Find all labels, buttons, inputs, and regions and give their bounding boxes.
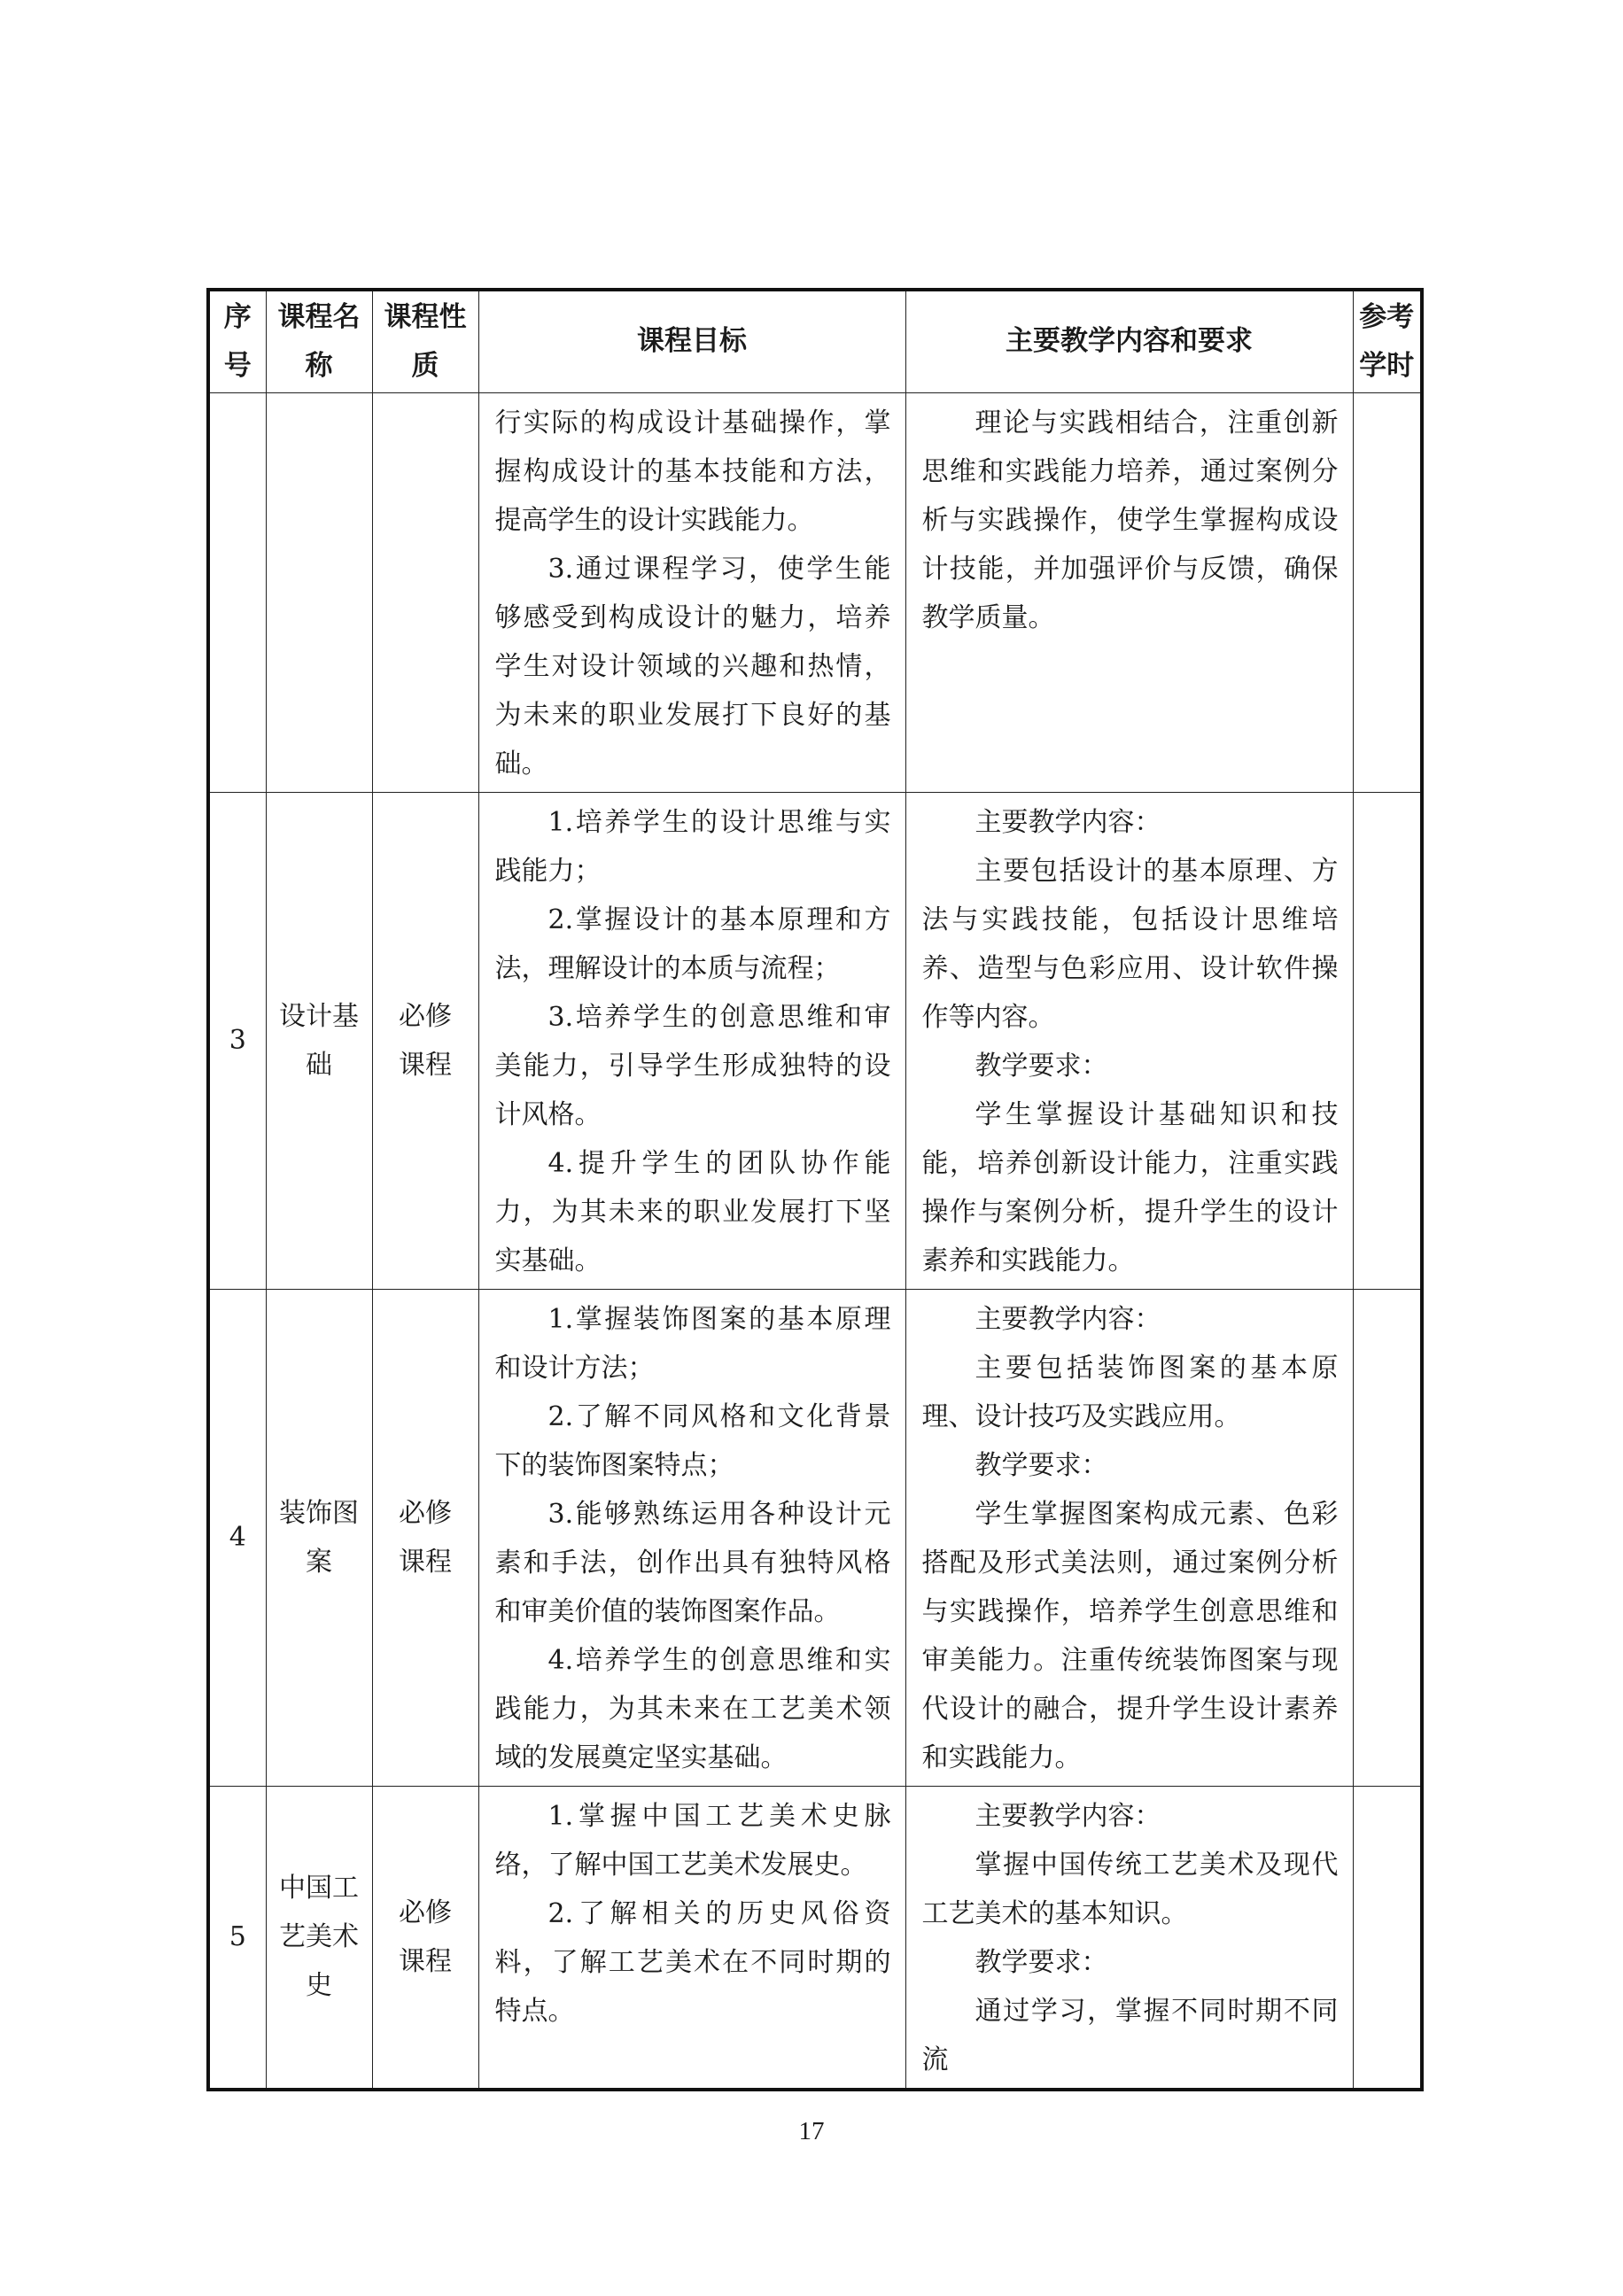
header-hours-line: 参考	[1359, 300, 1415, 333]
header-index-line: 号	[223, 349, 252, 382]
nature-cell	[372, 1786, 478, 2090]
header-hours	[1353, 290, 1422, 392]
name-cell	[266, 1289, 372, 1786]
course-table	[206, 288, 1424, 2091]
index-cell: 3	[208, 792, 266, 1289]
header-index	[208, 290, 266, 392]
content-paragraph: 通过学习，掌握不同时期不同流	[921, 1995, 1339, 2075]
header-name	[266, 290, 372, 392]
objectives-cell	[478, 792, 905, 1289]
table-row	[208, 1786, 1422, 2090]
header-content: 主要教学内容和要求	[905, 290, 1353, 392]
nature-line: 课程	[399, 1546, 452, 1578]
objectives-cell	[478, 1289, 905, 1786]
content-cell	[905, 392, 1353, 792]
nature-line: 必修	[399, 1497, 452, 1529]
objective-paragraph: 1.掌握中国工艺美术史脉络，了解中国工艺美术发展史。	[494, 1800, 891, 1881]
name-line: 史	[306, 1970, 332, 2001]
name-cell	[266, 392, 372, 792]
content-paragraph: 掌握中国传统工艺美术及现代工艺美术的基本知识。	[921, 1849, 1339, 1929]
nature-cell	[372, 792, 478, 1289]
content-paragraph: 教学要求：	[975, 1449, 1108, 1481]
content-cell	[905, 792, 1353, 1289]
objective-paragraph: 4.提升学生的团队协作能力，为其未来的职业发展打下坚实基础。	[494, 1147, 891, 1276]
hours-cell	[1353, 392, 1422, 792]
objective-paragraph: 1.掌握装饰图案的基本原理和设计方法；	[494, 1303, 891, 1384]
name-line: 设计基	[279, 1000, 359, 1032]
objectives-cell	[478, 1786, 905, 2090]
index-cell: 5	[208, 1786, 266, 2090]
hours-cell	[1353, 792, 1422, 1289]
content-paragraph: 主要教学内容：	[975, 1800, 1161, 1832]
name-cell	[266, 792, 372, 1289]
nature-line: 必修	[399, 1000, 452, 1032]
header-nature	[372, 290, 478, 392]
hours-cell	[1353, 1786, 1422, 2090]
content-paragraph: 教学要求：	[975, 1050, 1108, 1082]
name-line: 装饰图	[279, 1497, 359, 1529]
index-cell	[208, 392, 266, 792]
hours-cell	[1353, 1289, 1422, 1786]
header-row	[208, 290, 1422, 392]
content-paragraph: 主要教学内容：	[975, 1303, 1161, 1335]
objectives-cell	[478, 392, 905, 792]
content-paragraph: 学生掌握设计基础知识和技能，培养创新设计能力，注重实践操作与案例分析，提升学生的设计素养和实践能力。	[921, 1098, 1339, 1276]
content-cell	[905, 1289, 1353, 1786]
table-row	[208, 1289, 1422, 1786]
header-name-line: 课程名	[277, 300, 361, 333]
name-line: 案	[306, 1546, 332, 1578]
content-paragraph: 主要教学内容：	[975, 806, 1161, 838]
nature-line: 课程	[399, 1049, 452, 1081]
table-row	[208, 392, 1422, 792]
page-number: 17	[798, 2117, 825, 2145]
name-line: 中国工	[279, 1873, 359, 1904]
objective-paragraph: 2.了解相关的历史风俗资料，了解工艺美术在不同时期的特点。	[494, 1897, 891, 2027]
header-index-line: 序	[223, 300, 252, 333]
content-paragraph: 主要包括设计的基本原理、方法与实践技能，包括设计思维培养、造型与色彩应用、设计软件操作等内容。	[921, 855, 1339, 1033]
content-paragraph: 主要包括装饰图案的基本原理、设计技巧及实践应用。	[921, 1352, 1339, 1432]
content-paragraph: 理论与实践相结合，注重创新思维和实践能力培养，通过案例分析与实践操作，使学生掌握构成设计技能，并加强评价与反馈，确保教学质量。	[921, 407, 1339, 633]
name-line: 艺美术	[279, 1921, 359, 1952]
header-objectives: 课程目标	[478, 290, 905, 392]
header-name-line: 称	[305, 349, 333, 382]
content-cell	[905, 1786, 1353, 2090]
nature-cell	[372, 392, 478, 792]
content-paragraph: 学生掌握图案构成元素、色彩搭配及形式美法则，通过案例分析与实践操作，培养学生创意思维和审美能力。注重传统装饰图案与现代设计的融合，提升学生设计素养和实践能力。	[921, 1498, 1339, 1773]
table-row	[208, 792, 1422, 1289]
name-line: 础	[306, 1049, 332, 1081]
nature-line: 课程	[399, 1945, 452, 1977]
index-cell: 4	[208, 1289, 266, 1786]
objective-paragraph: 3.能够熟练运用各种设计元素和手法，创作出具有独特风格和审美价值的装饰图案作品。	[494, 1498, 891, 1627]
objective-paragraph: 3.培养学生的创意思维和审美能力，引导学生形成独特的设计风格。	[494, 1001, 891, 1130]
objective-paragraph: 2.了解不同风格和文化背景下的装饰图案特点；	[494, 1400, 891, 1481]
content-paragraph: 教学要求：	[975, 1946, 1108, 1978]
nature-cell	[372, 1289, 478, 1786]
nature-line: 必修	[399, 1897, 452, 1928]
objective-paragraph: 1.培养学生的设计思维与实践能力；	[494, 806, 891, 887]
name-cell	[266, 1786, 372, 2090]
objective-paragraph: 2.掌握设计的基本原理和方法，理解设计的本质与流程；	[494, 904, 891, 984]
header-nature-line: 质	[411, 349, 439, 382]
header-nature-line: 课程性	[384, 300, 467, 333]
objective-paragraph: 行实际的构成设计基础操作，掌握构成设计的基本技能和方法，提高学生的设计实践能力。	[494, 407, 891, 536]
objective-paragraph: 3.通过课程学习，使学生能够感受到构成设计的魅力，培养学生对设计领域的兴趣和热情，为未来的职业发展打下良好的基础。	[494, 553, 891, 780]
objective-paragraph: 4.培养学生的创意思维和实践能力，为其未来在工艺美术领域的发展奠定坚实基础。	[494, 1644, 891, 1773]
header-hours-line: 学时	[1359, 349, 1415, 382]
